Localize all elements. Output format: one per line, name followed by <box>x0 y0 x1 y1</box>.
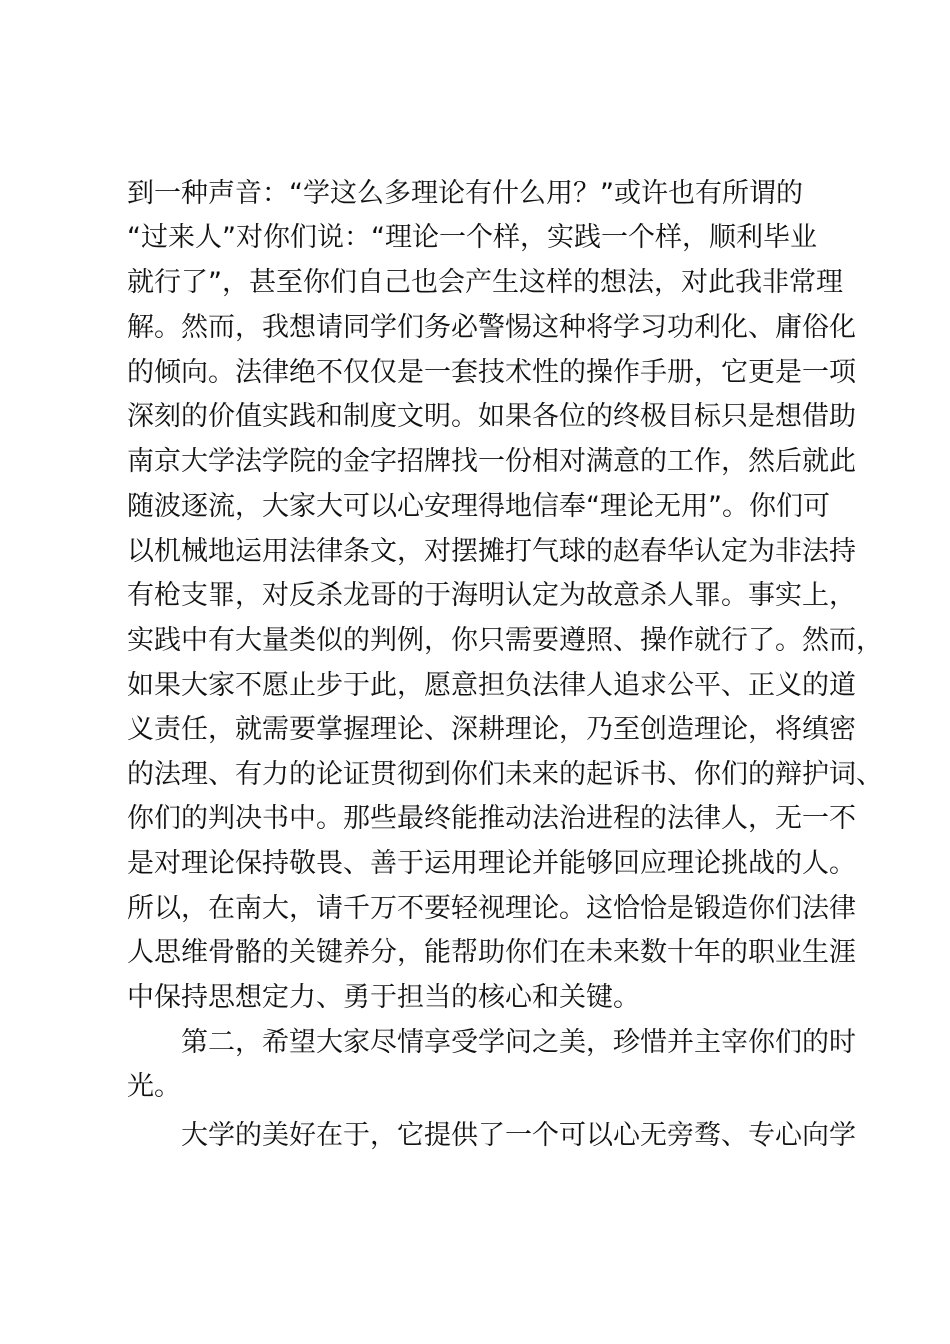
text-line: 光。 <box>127 1071 181 1102</box>
text-line: 你们的判决书中。那些最终能推动法治进程的法律人，无一不 <box>127 803 856 834</box>
text-line: 解。然而，我想请同学们务必警惕这种将学习功利化、庸俗化 <box>127 312 856 343</box>
text-line: 义责任，就需要掌握理论、深耕理论，乃至创造理论，将缜密 <box>127 714 856 745</box>
text-line: 中保持思想定力、勇于担当的核心和关键。 <box>127 982 640 1013</box>
paragraph-start-line: 第二，希望大家尽情享受学问之美，珍惜并主宰你们的时 <box>181 1027 856 1058</box>
text-line: 南京大学法学院的金字招牌找一份相对满意的工作，然后就此 <box>127 446 856 477</box>
text-line: 到一种声音：“学这么多理论有什么用？”或许也有所谓的 <box>127 178 803 209</box>
text-line: 如果大家不愿止步于此，愿意担负法律人追求公平、正义的道 <box>127 670 856 701</box>
text-line: “过来人”对你们说：“理论一个样，实践一个样，顺利毕业 <box>127 222 817 253</box>
paragraph-start-line: 大学的美好在于，它提供了一个可以心无旁骛、专心向学 <box>181 1120 856 1151</box>
text-line: 有枪支罪，对反杀龙哥的于海明认定为故意杀人罪。事实上， <box>127 580 856 611</box>
text-line: 是对理论保持敬畏、善于运用理论并能够回应理论挑战的人。 <box>127 848 856 879</box>
text-line: 实践中有大量类似的判例，你只需要遵照、操作就行了。然而， <box>127 625 883 656</box>
text-line: 的法理、有力的论证贯彻到你们未来的起诉书、你们的辩护词、 <box>127 759 883 790</box>
text-line: 以机械地运用法律条文，对摆摊打气球的赵春华认定为非法持 <box>127 536 856 567</box>
text-line: 随波逐流，大家大可以心安理得地信奉“理论无用”。你们可 <box>127 491 830 522</box>
text-line: 深刻的价值实践和制度文明。如果各位的终极目标只是想借助 <box>127 401 856 432</box>
text-line: 人思维骨骼的关键养分，能帮助你们在未来数十年的职业生涯 <box>127 937 856 968</box>
text-line: 就行了”，甚至你们自己也会产生这样的想法，对此我非常理 <box>127 267 843 298</box>
text-line: 的倾向。法律绝不仅仅是一套技术性的操作手册，它更是一项 <box>127 357 856 388</box>
text-line: 所以，在南大，请千万不要轻视理论。这恰恰是锻造你们法律 <box>127 893 856 924</box>
